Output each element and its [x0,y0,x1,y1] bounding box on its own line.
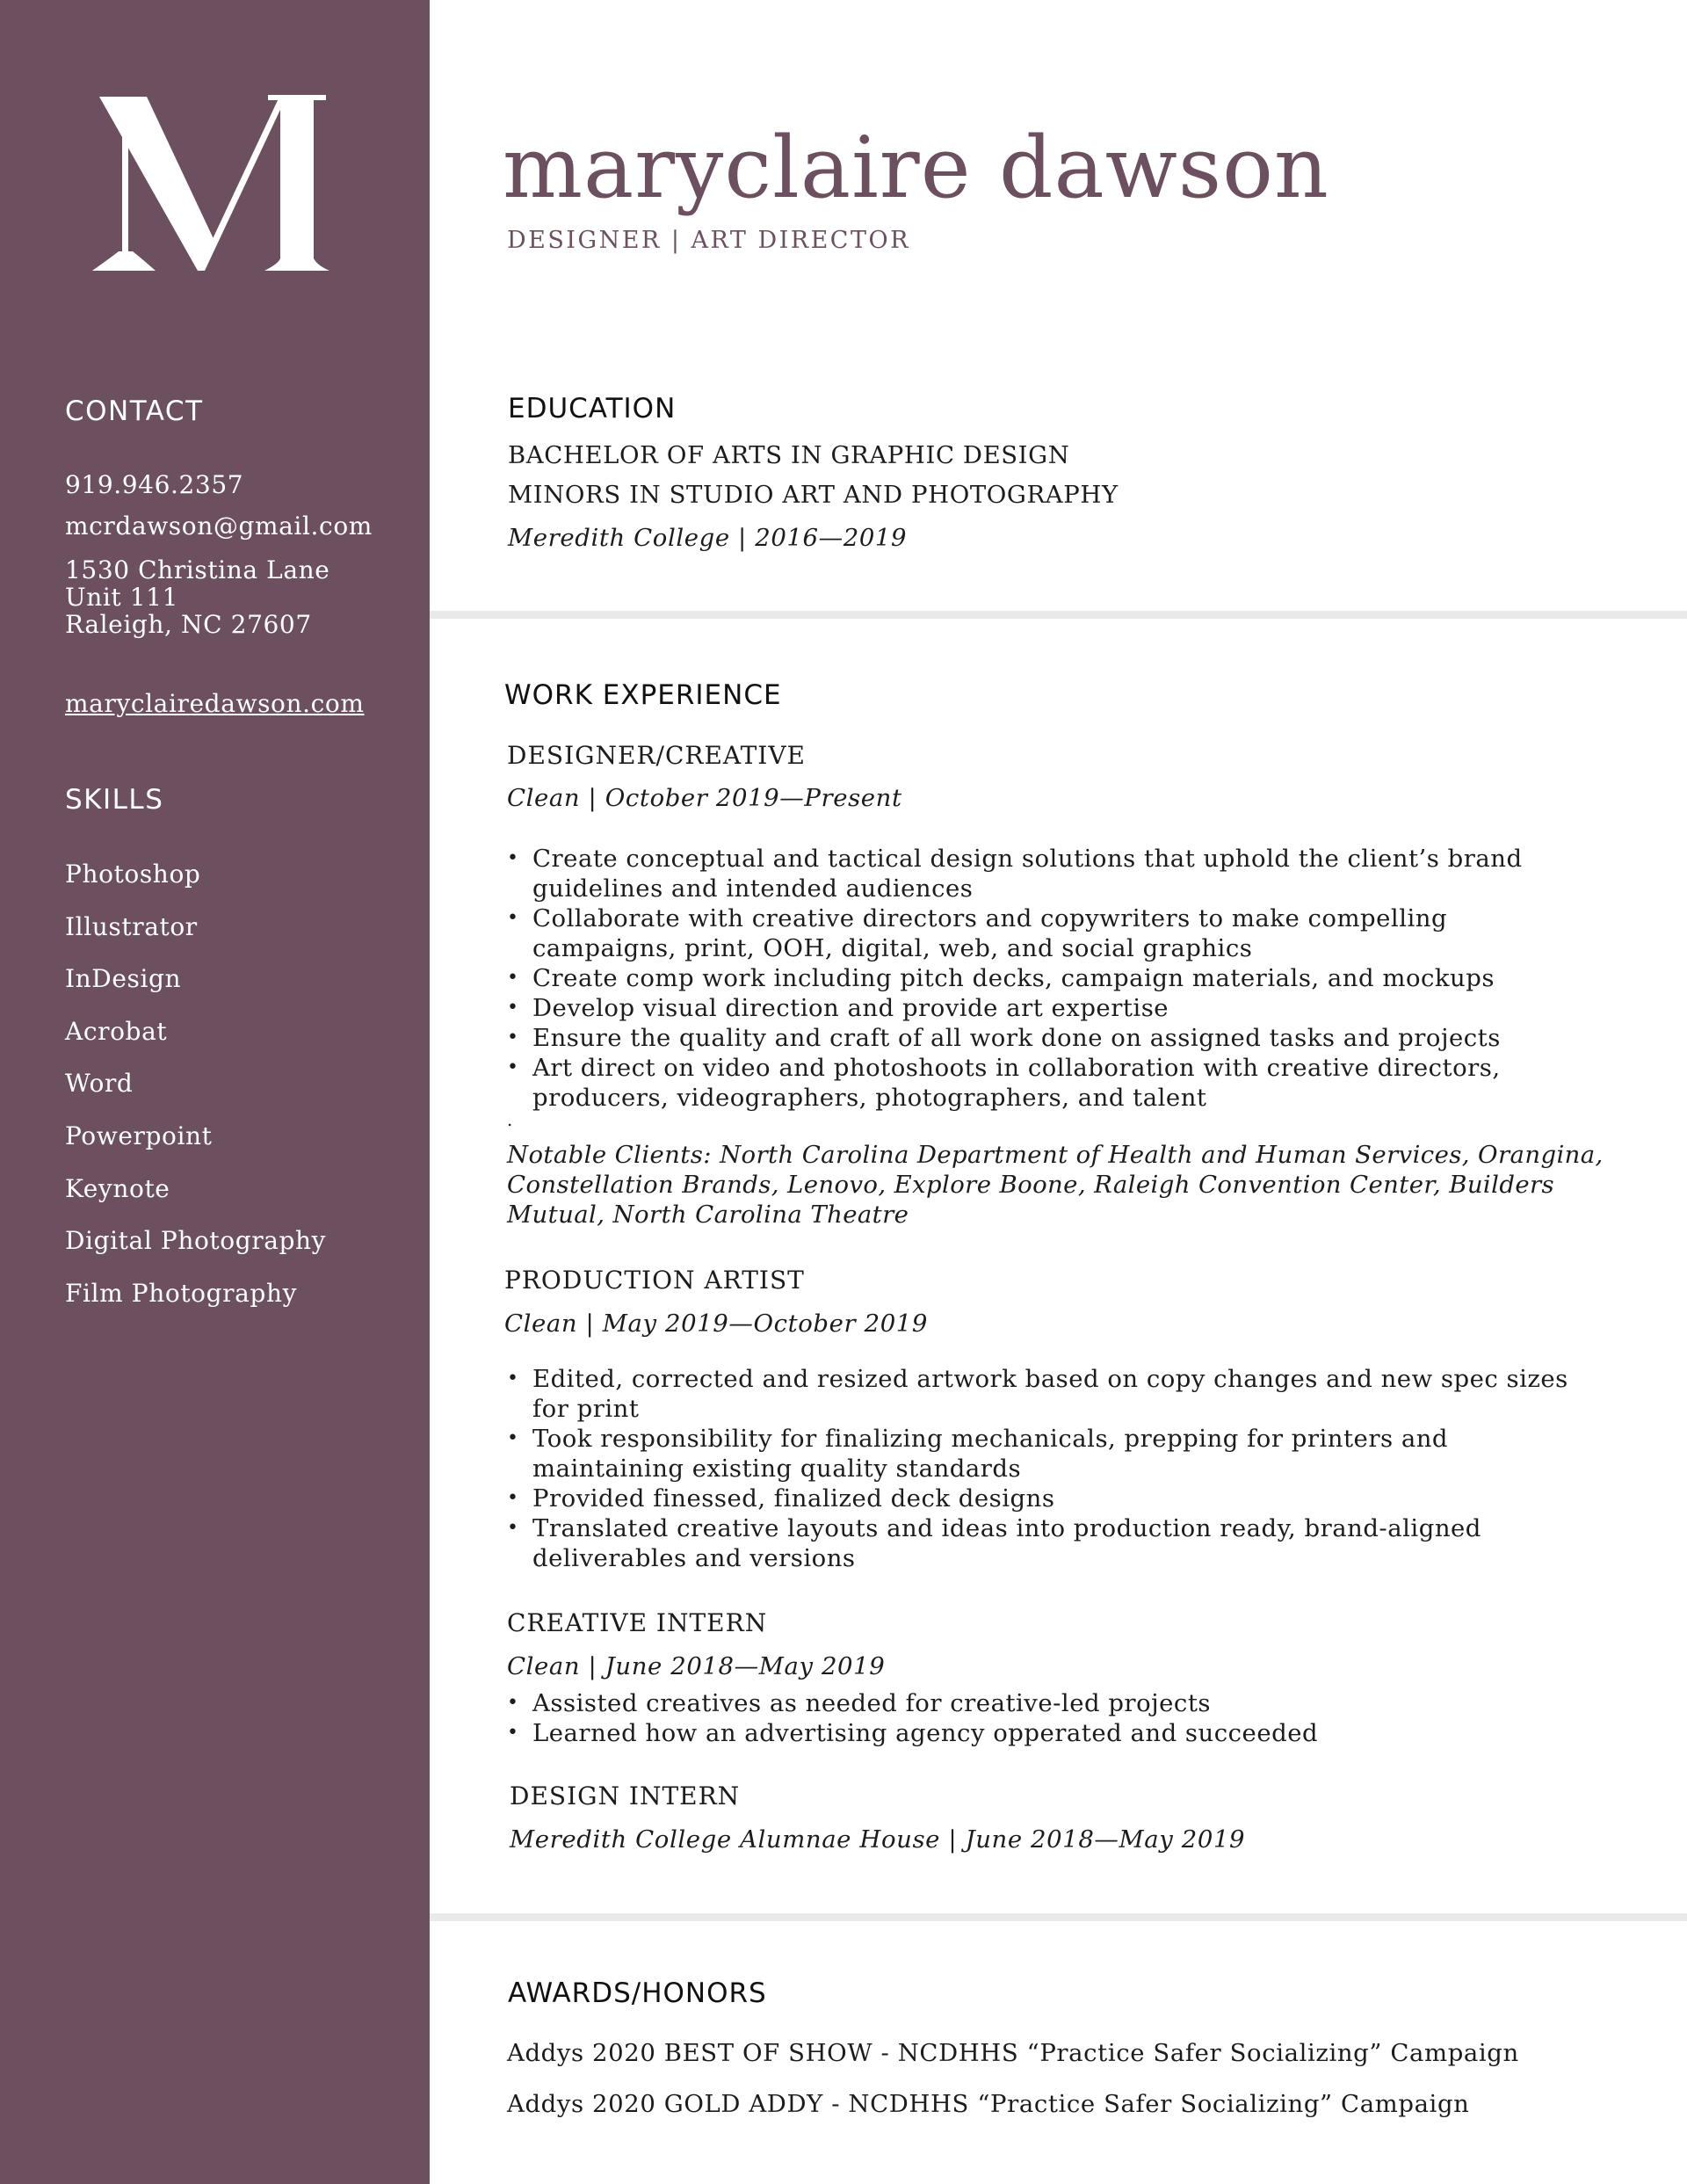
job-bullets [507,1364,1588,1573]
skill-item: Film Photography [65,1278,298,1308]
skill-item: InDesign [65,964,182,994]
job-title: DESIGNER/CREATIVE [507,741,806,770]
education-degree: BACHELOR OF ARTS IN GRAPHIC DESIGN [508,441,1070,469]
education-school: Meredith College | 2016—2019 [508,524,908,552]
education-minors: MINORS IN STUDIO ART AND PHOTOGRAPHY [508,481,1119,509]
bullet-item: • Edited, corrected and resized artwork based on copy changes and new spec sizes for print [507,1364,1588,1424]
notable-clients: Notable Clients: North Carolina Department of Health and Human Services, Orangina, Constellation Brands, Lenovo, Explore Boone, Raleigh Convention Center, Builders Mutual, North Carolina Theatre [507,1141,1604,1229]
skill-item: Word [65,1069,134,1099]
skills-heading: SKILLS [65,784,164,816]
address-line-3: Raleigh, NC 27607 [65,610,312,639]
skill-item: Photoshop [65,860,201,889]
experience-heading: WORK EXPERIENCE [504,679,782,711]
address-line-1: 1530 Christina Lane [65,555,330,584]
section-divider [430,1913,1687,1921]
website-link[interactable]: maryclairedawson.com [65,689,365,718]
bullet-item: • Provided finessed, finalized deck designs [507,1484,1588,1513]
contact-heading: CONTACT [65,395,204,427]
bullet-item: • Develop visual direction and provide art expertise [507,993,1588,1023]
job-meta: Clean | October 2019—Present [507,784,902,812]
job-title: DESIGN INTERN [510,1781,741,1810]
skill-item: Keynote [65,1173,170,1203]
bullet-item: • Assisted creatives as needed for creative-led projects [507,1688,1588,1718]
address-line-2: Unit 111 [65,583,178,612]
monogram-logo [92,86,329,284]
job-meta: Clean | May 2019—October 2019 [504,1310,928,1338]
resume-name: maryclaire dawson [503,119,1329,217]
job-meta: Meredith College Alumnae House | June 2018—May 2019 [510,1825,1246,1854]
bullet-item: • Create comp work including pitch decks, campaign materials, and mockups [507,963,1588,993]
skills-list [65,860,326,1331]
bullet-item: • Learned how an advertising agency opperated and succeeded [507,1718,1588,1748]
contact-phone: 919.946.2357 [65,470,244,499]
skill-item: Acrobat [65,1016,168,1046]
bullet-item: • Took responsibility for finalizing mechanicals, prepping for printers and maintaining existing quality standards [507,1424,1588,1484]
job-bullets [507,844,1588,1113]
job-title: CREATIVE INTERN [507,1608,768,1637]
bullet-item: • Art direct on video and photoshoots in collaboration with creative directors, producers, videographers, photographers, and talent [507,1053,1588,1113]
sidebar [0,0,430,2184]
award-item: Addys 2020 BEST OF SHOW - NCDHHS “Practice Safer Socializing” Campaign [507,2039,1519,2067]
education-heading: EDUCATION [508,393,677,424]
bullet-item: • Collaborate with creative directors and copywriters to make compelling campaigns, print, OOH, digital, web, and social graphics [507,903,1588,963]
job-meta: Clean | June 2018—May 2019 [507,1652,886,1680]
section-divider [430,611,1687,619]
awards-heading: AWARDS/HONORS [508,1977,767,2009]
resume-role: DESIGNER | ART DIRECTOR [507,227,910,254]
job-title: PRODUCTION ARTIST [504,1266,805,1295]
bullet-item: • Translated creative layouts and ideas into production ready, brand-aligned deliverables and versions [507,1513,1588,1573]
job-bullets [507,1688,1588,1748]
bullet-item: • Ensure the quality and craft of all work done on assigned tasks and projects [507,1023,1588,1053]
skill-item: Digital Photography [65,1226,327,1256]
bullet-item: • Create conceptual and tactical design solutions that uphold the client’s brand guidelines and intended audiences [507,844,1588,903]
separator-dot: . [507,1109,513,1130]
skill-item: Powerpoint [65,1121,213,1150]
skill-item: Illustrator [65,911,198,941]
contact-email[interactable]: mcrdawson@gmail.com [65,512,373,541]
award-item: Addys 2020 GOLD ADDY - NCDHHS “Practice Safer Socializing” Campaign [507,2090,1470,2118]
